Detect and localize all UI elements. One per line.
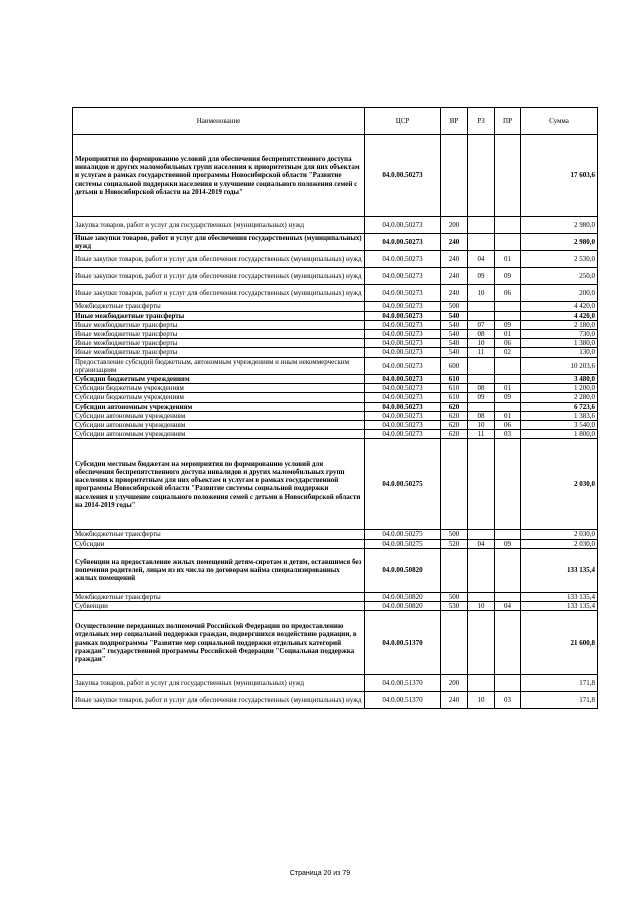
cell-name: Иные межбюджетные трансферты: [73, 330, 365, 339]
cell-name: Субсидии бюджетным учреждениям: [73, 393, 365, 402]
cell-rz: 10: [468, 285, 495, 302]
cell-name: Иные закупки товаров, работ и услуг для обеспечения государственных (муниципальных) нужд: [73, 251, 365, 268]
cell-rz: 08: [468, 384, 495, 393]
cell-sum: 2 980,0: [521, 217, 598, 234]
cell-rz: 11: [468, 430, 495, 439]
cell-sum: 4 420,0: [521, 302, 598, 311]
cell-rz: [468, 234, 495, 251]
cell-pr: [495, 311, 521, 320]
header-name: Наименование: [73, 108, 365, 135]
cell-pr: 09: [495, 268, 521, 285]
cell-sum: 3 540,0: [521, 421, 598, 430]
cell-csr: 04.0.00.50273: [365, 384, 441, 393]
cell-vr: 610: [441, 384, 468, 393]
cell-csr: 04.0.00.50273: [365, 285, 441, 302]
cell-name: Межбюджетные трансферты: [73, 302, 365, 311]
cell-vr: 520: [441, 539, 468, 548]
table-row: [73, 234, 598, 251]
cell-vr: 530: [441, 602, 468, 611]
cell-csr: 04.0.00.50273: [365, 234, 441, 251]
cell-name: Иные межбюджетные трансферты: [73, 348, 365, 357]
cell-vr: 540: [441, 348, 468, 357]
cell-sum: 2 030,0: [521, 530, 598, 539]
header-pr: ПР: [495, 108, 521, 135]
cell-pr: 09: [495, 539, 521, 548]
cell-rz: 11: [468, 348, 495, 357]
cell-pr: [495, 530, 521, 539]
cell-pr: 01: [495, 330, 521, 339]
cell-vr: 500: [441, 592, 468, 601]
cell-rz: [468, 548, 495, 592]
cell-sum: 10 203,6: [521, 357, 598, 374]
cell-pr: [495, 402, 521, 411]
cell-csr: 04.0.00.50273: [365, 268, 441, 285]
cell-sum: 250,0: [521, 268, 598, 285]
cell-csr: 04.0.00.50273: [365, 330, 441, 339]
cell-sum: 2 980,0: [521, 234, 598, 251]
cell-csr: 04.0.00.50273: [365, 320, 441, 329]
cell-rz: [468, 311, 495, 320]
cell-sum: 1 383,6: [521, 411, 598, 420]
cell-name: Субсидии бюджетным учреждениям: [73, 375, 365, 384]
page-number: Страница 20 из 79: [289, 870, 351, 877]
cell-vr: 600: [441, 357, 468, 374]
table-row: [73, 611, 598, 675]
table-body: [73, 135, 598, 709]
cell-vr: 610: [441, 393, 468, 402]
cell-csr: 04.0.00.50275: [365, 530, 441, 539]
cell-sum: 1 380,0: [521, 339, 598, 348]
cell-sum: 6 723,6: [521, 402, 598, 411]
cell-rz: 10: [468, 692, 495, 709]
cell-rz: 09: [468, 393, 495, 402]
table-row: [73, 439, 598, 530]
cell-sum: 2 530,0: [521, 251, 598, 268]
cell-rz: 09: [468, 268, 495, 285]
cell-name: Иные межбюджетные трансферты: [73, 311, 365, 320]
cell-rz: [468, 357, 495, 374]
table-row: [73, 285, 598, 302]
cell-pr: 03: [495, 430, 521, 439]
cell-pr: [495, 135, 521, 217]
cell-pr: 06: [495, 421, 521, 430]
cell-vr: [441, 135, 468, 217]
cell-vr: 240: [441, 285, 468, 302]
cell-name: Межбюджетные трансферты: [73, 592, 365, 601]
cell-name: Субсидии автономным учреждениям: [73, 402, 365, 411]
cell-csr: 04.0.00.50273: [365, 135, 441, 217]
cell-vr: 620: [441, 402, 468, 411]
header-vr: ВР: [441, 108, 468, 135]
cell-rz: [468, 530, 495, 539]
cell-pr: 06: [495, 285, 521, 302]
cell-name: Закупка товаров, работ и услуг для государственных (муниципальных) нужд: [73, 675, 365, 692]
cell-vr: 240: [441, 268, 468, 285]
table-row: [73, 384, 598, 393]
cell-csr: 04.0.00.50820: [365, 592, 441, 601]
table-row: [73, 311, 598, 320]
cell-rz: 04: [468, 539, 495, 548]
cell-csr: 04.0.00.50275: [365, 439, 441, 530]
table-row: [73, 135, 598, 217]
cell-name: Иные закупки товаров, работ и услуг для обеспечения государственных (муниципальных) нужд: [73, 234, 365, 251]
cell-pr: 09: [495, 393, 521, 402]
cell-rz: 10: [468, 602, 495, 611]
cell-sum: 2 180,0: [521, 320, 598, 329]
table-row: [73, 302, 598, 311]
cell-vr: 540: [441, 320, 468, 329]
cell-vr: [441, 439, 468, 530]
budget-table: [72, 107, 598, 709]
cell-name: Субсидии автономным учреждениям: [73, 411, 365, 420]
cell-csr: 04.0.00.50820: [365, 548, 441, 592]
cell-csr: 04.0.00.50273: [365, 311, 441, 320]
table-row: [73, 430, 598, 439]
cell-vr: 500: [441, 302, 468, 311]
cell-rz: [468, 675, 495, 692]
cell-rz: [468, 135, 495, 217]
cell-sum: 1 200,0: [521, 384, 598, 393]
table-row: [73, 357, 598, 374]
cell-name: Межбюджетные трансферты: [73, 530, 365, 539]
cell-sum: 1 800,0: [521, 430, 598, 439]
cell-pr: [495, 234, 521, 251]
cell-csr: 04.0.00.50273: [365, 348, 441, 357]
cell-vr: 610: [441, 375, 468, 384]
cell-rz: [468, 375, 495, 384]
cell-csr: 04.0.00.50273: [365, 339, 441, 348]
header-rz: РЗ: [468, 108, 495, 135]
table-row: [73, 530, 598, 539]
cell-csr: 04.0.00.50273: [365, 251, 441, 268]
cell-name: Субсидии автономным учреждениям: [73, 430, 365, 439]
cell-csr: 04.0.00.50820: [365, 602, 441, 611]
cell-vr: 620: [441, 430, 468, 439]
cell-name: Субсидии бюджетным учреждениям: [73, 384, 365, 393]
cell-sum: 4 420,0: [521, 311, 598, 320]
cell-vr: 200: [441, 217, 468, 234]
cell-sum: 200,0: [521, 285, 598, 302]
table-row: [73, 411, 598, 420]
cell-name: Субвенции на предоставление жилых помещений детям-сиротам и детям, оставшимся без попечения родителей, лицам из их числа по договорам найма специализированных жилых помещений: [73, 548, 365, 592]
cell-name: Закупка товаров, работ и услуг для государственных (муниципальных) нужд: [73, 217, 365, 234]
cell-name: Субсидии: [73, 539, 365, 548]
cell-sum: 3 480,0: [521, 375, 598, 384]
cell-name: Субсидии автономным учреждениям: [73, 421, 365, 430]
cell-pr: 04: [495, 602, 521, 611]
cell-rz: 08: [468, 411, 495, 420]
cell-csr: 04.0.00.50273: [365, 393, 441, 402]
cell-sum: 133 135,4: [521, 548, 598, 592]
cell-vr: 540: [441, 311, 468, 320]
cell-name: Иные межбюджетные трансферты: [73, 339, 365, 348]
cell-sum: 2 280,0: [521, 393, 598, 402]
cell-name: Осуществление переданных полномочий Российской Федерации по предоставлению отдельных мер социальной поддержки граждан, подвергшихся воздействию радиации, в рамках подпрограммы "Развитие мер социальной поддержки отдельных категорий граждан" государственной программы Российской Федерации "Социальная поддержка граждан": [73, 611, 365, 675]
cell-csr: 04.0.00.51370: [365, 692, 441, 709]
cell-sum: 730,0: [521, 330, 598, 339]
cell-pr: [495, 548, 521, 592]
cell-vr: 620: [441, 421, 468, 430]
cell-name: Предоставление субсидий бюджетным, автономным учреждениям и иным некоммерческим организациям: [73, 357, 365, 374]
cell-pr: 01: [495, 411, 521, 420]
table-header-row: [73, 108, 598, 135]
cell-pr: 03: [495, 692, 521, 709]
header-csr: ЦСР: [365, 108, 441, 135]
cell-vr: [441, 548, 468, 592]
cell-vr: 500: [441, 530, 468, 539]
table-row: [73, 548, 598, 592]
cell-csr: 04.0.00.50273: [365, 402, 441, 411]
cell-rz: [468, 402, 495, 411]
table-row: [73, 402, 598, 411]
table-row: [73, 330, 598, 339]
table-row: [73, 217, 598, 234]
cell-pr: [495, 439, 521, 530]
cell-csr: 04.0.00.50273: [365, 421, 441, 430]
cell-sum: 133 135,4: [521, 602, 598, 611]
table-row: [73, 320, 598, 329]
cell-vr: 240: [441, 692, 468, 709]
cell-pr: [495, 611, 521, 675]
table-row: [73, 602, 598, 611]
table-row: [73, 592, 598, 601]
cell-pr: [495, 675, 521, 692]
table-row: [73, 339, 598, 348]
cell-vr: 620: [441, 411, 468, 420]
cell-name: Иные закупки товаров, работ и услуг для обеспечения государственных (муниципальных) нужд: [73, 285, 365, 302]
table-row: [73, 539, 598, 548]
cell-csr: 04.0.00.50275: [365, 539, 441, 548]
table-row: [73, 692, 598, 709]
table-row: [73, 268, 598, 285]
cell-csr: 04.0.00.50273: [365, 217, 441, 234]
cell-rz: [468, 592, 495, 601]
table-row: [73, 421, 598, 430]
cell-sum: 171,8: [521, 675, 598, 692]
cell-pr: [495, 357, 521, 374]
cell-rz: 07: [468, 320, 495, 329]
cell-name: Иные закупки товаров, работ и услуг для обеспечения государственных (муниципальных) нужд: [73, 268, 365, 285]
cell-sum: 2 030,0: [521, 439, 598, 530]
header-sum: Сумма: [521, 108, 598, 135]
cell-pr: [495, 217, 521, 234]
table-row: [73, 251, 598, 268]
cell-sum: 130,0: [521, 348, 598, 357]
cell-pr: 01: [495, 384, 521, 393]
cell-csr: 04.0.00.50273: [365, 411, 441, 420]
cell-name: Иные закупки товаров, работ и услуг для обеспечения государственных (муниципальных) нужд: [73, 692, 365, 709]
cell-sum: 21 600,8: [521, 611, 598, 675]
cell-rz: 08: [468, 330, 495, 339]
cell-csr: 04.0.00.51370: [365, 675, 441, 692]
cell-pr: 09: [495, 320, 521, 329]
cell-rz: 10: [468, 421, 495, 430]
cell-rz: [468, 302, 495, 311]
cell-csr: 04.0.00.50273: [365, 302, 441, 311]
cell-csr: 04.0.00.50273: [365, 430, 441, 439]
cell-rz: 10: [468, 339, 495, 348]
cell-pr: 01: [495, 251, 521, 268]
cell-rz: [468, 217, 495, 234]
cell-vr: 240: [441, 251, 468, 268]
cell-vr: 540: [441, 330, 468, 339]
cell-name: Субсидии местным бюджетам на мероприятия по формированию условий для обеспечения беспрепятственного доступа инвалидов и других маломобильных групп населения к приоритетным для них объектам и услугам в рамках государственной программы Новосибирской области "Развитие системы социальной поддержки населения и улучшение социального положения семей с детьми в Новосибирской области на 2014-2019 годы": [73, 439, 365, 530]
table-row: [73, 375, 598, 384]
cell-rz: [468, 611, 495, 675]
cell-rz: [468, 439, 495, 530]
cell-sum: 17 603,6: [521, 135, 598, 217]
cell-name: Мероприятия по формированию условий для обеспечения беспрепятственного доступа инвалидов и других маломобильных групп населения к приоритетным для них объектам и услугам в рамках государственной программы Новосибирской области "Развитие системы социальной поддержки населения и улучшение социального положения семей с детьми в Новосибирской области на 2014-2019 годы": [73, 135, 365, 217]
cell-name: Субвенции: [73, 602, 365, 611]
table-row: [73, 393, 598, 402]
cell-csr: 04.0.00.50273: [365, 375, 441, 384]
cell-sum: 2 030,0: [521, 539, 598, 548]
cell-name: Иные межбюджетные трансферты: [73, 320, 365, 329]
table-row: [73, 348, 598, 357]
cell-sum: 171,8: [521, 692, 598, 709]
cell-vr: 540: [441, 339, 468, 348]
cell-csr: 04.0.00.51370: [365, 611, 441, 675]
cell-pr: 06: [495, 339, 521, 348]
cell-pr: [495, 592, 521, 601]
cell-vr: [441, 611, 468, 675]
table-row: [73, 675, 598, 692]
cell-pr: [495, 302, 521, 311]
cell-pr: 02: [495, 348, 521, 357]
cell-csr: 04.0.00.50273: [365, 357, 441, 374]
cell-pr: [495, 375, 521, 384]
cell-vr: 200: [441, 675, 468, 692]
cell-sum: 133 135,4: [521, 592, 598, 601]
cell-vr: 240: [441, 234, 468, 251]
cell-rz: 04: [468, 251, 495, 268]
